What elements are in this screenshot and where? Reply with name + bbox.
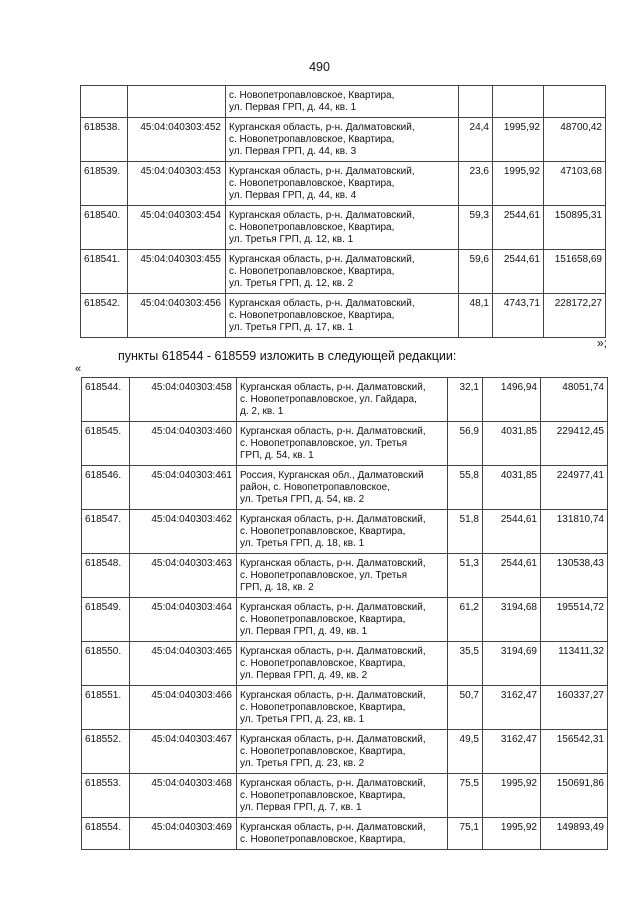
- price-cell: 1995,92: [493, 118, 544, 162]
- row-number-cell: 618553.: [82, 774, 130, 818]
- area-cell: 23,6: [459, 162, 493, 206]
- table-row: [81, 162, 606, 206]
- cadastral-number-cell: 45:04:040303:458: [130, 378, 237, 422]
- table-row: [82, 686, 608, 730]
- address-cell: Курганская область, р-н. Далматовский, с. Новопетропавловское, Квартира, ул. Первая ГРП, д. 7, кв. 1: [237, 774, 448, 818]
- total-cell: 195514,72: [541, 598, 608, 642]
- area-cell: 51,3: [448, 554, 483, 598]
- area-cell: 50,7: [448, 686, 483, 730]
- cadastral-number-cell: 45:04:040303:455: [128, 250, 226, 294]
- area-cell: 56,9: [448, 422, 483, 466]
- opening-quote-mark: «: [75, 363, 82, 375]
- area-cell: 75,5: [448, 774, 483, 818]
- row-number-cell: 618540.: [81, 206, 128, 250]
- address-cell: Курганская область, р-н. Далматовский, с. Новопетропавловское, Квартира, ул. Третья ГРП, д. 23, кв. 1: [237, 686, 448, 730]
- row-number-cell: 618549.: [82, 598, 130, 642]
- row-number-cell: 618541.: [81, 250, 128, 294]
- address-cell: Курганская область, р-н. Далматовский, с. Новопетропавловское, Квартира, ул. Третья ГРП, д. 12, кв. 2: [226, 250, 459, 294]
- area-cell: 32,1: [448, 378, 483, 422]
- address-cell: Курганская область, р-н. Далматовский, с. Новопетропавловское, Квартира,: [237, 818, 448, 850]
- total-cell: 47103,68: [544, 162, 606, 206]
- area-cell: [459, 86, 493, 118]
- address-cell: Курганская область, р-н. Далматовский, с. Новопетропавловское, Квартира, ул. Третья ГРП, д. 17, кв. 1: [226, 294, 459, 338]
- row-number-cell: 618554.: [82, 818, 130, 850]
- total-cell: 229412,45: [541, 422, 608, 466]
- table-row: [82, 818, 608, 850]
- total-cell: 228172,27: [544, 294, 606, 338]
- table-row: [82, 642, 608, 686]
- table-row: [82, 730, 608, 774]
- area-cell: 49,5: [448, 730, 483, 774]
- address-cell: Курганская область, р-н. Далматовский, с. Новопетропавловское, Квартира, ул. Третья ГРП, д. 18, кв. 1: [237, 510, 448, 554]
- total-cell: 130538,43: [541, 554, 608, 598]
- area-cell: 35,5: [448, 642, 483, 686]
- table-row: [82, 422, 608, 466]
- cadastral-number-cell: 45:04:040303:456: [128, 294, 226, 338]
- address-cell: Курганская область, р-н. Далматовский, с. Новопетропавловское, Квартира, ул. Первая ГРП, д. 49, кв. 2: [237, 642, 448, 686]
- row-number-cell: 618545.: [82, 422, 130, 466]
- property-table-amended: [81, 377, 608, 850]
- cadastral-number-cell: 45:04:040303:453: [128, 162, 226, 206]
- table-row: [82, 378, 608, 422]
- cadastral-number-cell: 45:04:040303:462: [130, 510, 237, 554]
- page-number: 490: [309, 60, 330, 74]
- price-cell: 3162,47: [483, 686, 541, 730]
- price-cell: 4743,71: [493, 294, 544, 338]
- total-cell: 131810,74: [541, 510, 608, 554]
- cadastral-number-cell: 45:04:040303:463: [130, 554, 237, 598]
- address-cell: Россия, Курганская обл., Далматовский район, с. Новопетропавловское, ул. Третья ГРП, д. 54, кв. 2: [237, 466, 448, 510]
- area-cell: 51,8: [448, 510, 483, 554]
- row-number-cell: 618551.: [82, 686, 130, 730]
- address-cell: Курганская область, р-н. Далматовский, с. Новопетропавловское, ул. Третья ГРП, д. 18, кв. 2: [237, 554, 448, 598]
- row-number-cell: 618544.: [82, 378, 130, 422]
- row-number-cell: [81, 86, 128, 118]
- price-cell: 1995,92: [483, 818, 541, 850]
- price-cell: 1496,94: [483, 378, 541, 422]
- table-row: [81, 250, 606, 294]
- total-cell: 48700,42: [544, 118, 606, 162]
- area-cell: 61,2: [448, 598, 483, 642]
- price-cell: 1995,92: [483, 774, 541, 818]
- row-number-cell: 618548.: [82, 554, 130, 598]
- address-cell: Курганская область, р-н. Далматовский, с. Новопетропавловское, Квартира, ул. Первая ГРП, д. 49, кв. 1: [237, 598, 448, 642]
- price-cell: 3194,68: [483, 598, 541, 642]
- address-cell: Курганская область, р-н. Далматовский, с. Новопетропавловское, Квартира, ул. Третья ГРП, д. 23, кв. 2: [237, 730, 448, 774]
- cadastral-number-cell: 45:04:040303:468: [130, 774, 237, 818]
- cadastral-number-cell: 45:04:040303:452: [128, 118, 226, 162]
- amendment-instruction: пункты 618544 - 618559 изложить в следующей редакции:: [118, 349, 457, 363]
- price-cell: 2544,61: [493, 250, 544, 294]
- total-cell: 149893,49: [541, 818, 608, 850]
- area-cell: 24,4: [459, 118, 493, 162]
- area-cell: 48,1: [459, 294, 493, 338]
- table-row: [81, 294, 606, 338]
- address-cell: с. Новопетропавловское, Квартира, ул. Первая ГРП, д. 44, кв. 1: [226, 86, 459, 118]
- price-cell: 2544,61: [483, 510, 541, 554]
- area-cell: 75,1: [448, 818, 483, 850]
- row-number-cell: 618539.: [81, 162, 128, 206]
- table-row: [81, 118, 606, 162]
- total-cell: 48051,74: [541, 378, 608, 422]
- table-row: [81, 86, 606, 118]
- table-row: [82, 774, 608, 818]
- table-row: [82, 466, 608, 510]
- table-row: [82, 510, 608, 554]
- cadastral-number-cell: 45:04:040303:467: [130, 730, 237, 774]
- row-number-cell: 618538.: [81, 118, 128, 162]
- price-cell: 2544,61: [483, 554, 541, 598]
- area-cell: 55,8: [448, 466, 483, 510]
- cadastral-number-cell: 45:04:040303:454: [128, 206, 226, 250]
- cadastral-number-cell: 45:04:040303:464: [130, 598, 237, 642]
- row-number-cell: 618550.: [82, 642, 130, 686]
- table-row: [82, 554, 608, 598]
- total-cell: [544, 86, 606, 118]
- cadastral-number-cell: 45:04:040303:469: [130, 818, 237, 850]
- cadastral-number-cell: 45:04:040303:461: [130, 466, 237, 510]
- total-cell: 150895,31: [544, 206, 606, 250]
- price-cell: 3194,69: [483, 642, 541, 686]
- area-cell: 59,6: [459, 250, 493, 294]
- total-cell: 151658,69: [544, 250, 606, 294]
- address-cell: Курганская область, р-н. Далматовский, с. Новопетропавловское, ул. Третья ГРП, д. 54, кв. 1: [237, 422, 448, 466]
- cadastral-number-cell: [128, 86, 226, 118]
- address-cell: Курганская область, р-н. Далматовский, с. Новопетропавловское, Квартира, ул. Третья ГРП, д. 12, кв. 1: [226, 206, 459, 250]
- row-number-cell: 618552.: [82, 730, 130, 774]
- price-cell: [493, 86, 544, 118]
- closing-quote-mark: »;: [596, 336, 607, 350]
- area-cell: 59,3: [459, 206, 493, 250]
- address-cell: Курганская область, р-н. Далматовский, с. Новопетропавловское, ул. Гайдара, д. 2, кв. 1: [237, 378, 448, 422]
- address-cell: Курганская область, р-н. Далматовский, с. Новопетропавловское, Квартира, ул. Первая ГРП, д. 44, кв. 3: [226, 118, 459, 162]
- total-cell: 113411,32: [541, 642, 608, 686]
- total-cell: 224977,41: [541, 466, 608, 510]
- address-cell: Курганская область, р-н. Далматовский, с. Новопетропавловское, Квартира, ул. Первая ГРП, д. 44, кв. 4: [226, 162, 459, 206]
- price-cell: 2544,61: [493, 206, 544, 250]
- price-cell: 3162,47: [483, 730, 541, 774]
- total-cell: 160337,27: [541, 686, 608, 730]
- price-cell: 1995,92: [493, 162, 544, 206]
- price-cell: 4031,85: [483, 422, 541, 466]
- row-number-cell: 618546.: [82, 466, 130, 510]
- table-row: [81, 206, 606, 250]
- cadastral-number-cell: 45:04:040303:460: [130, 422, 237, 466]
- total-cell: 150691,86: [541, 774, 608, 818]
- property-table-previous: [80, 85, 606, 338]
- table-row: [82, 598, 608, 642]
- row-number-cell: 618542.: [81, 294, 128, 338]
- cadastral-number-cell: 45:04:040303:465: [130, 642, 237, 686]
- cadastral-number-cell: 45:04:040303:466: [130, 686, 237, 730]
- price-cell: 4031,85: [483, 466, 541, 510]
- total-cell: 156542,31: [541, 730, 608, 774]
- row-number-cell: 618547.: [82, 510, 130, 554]
